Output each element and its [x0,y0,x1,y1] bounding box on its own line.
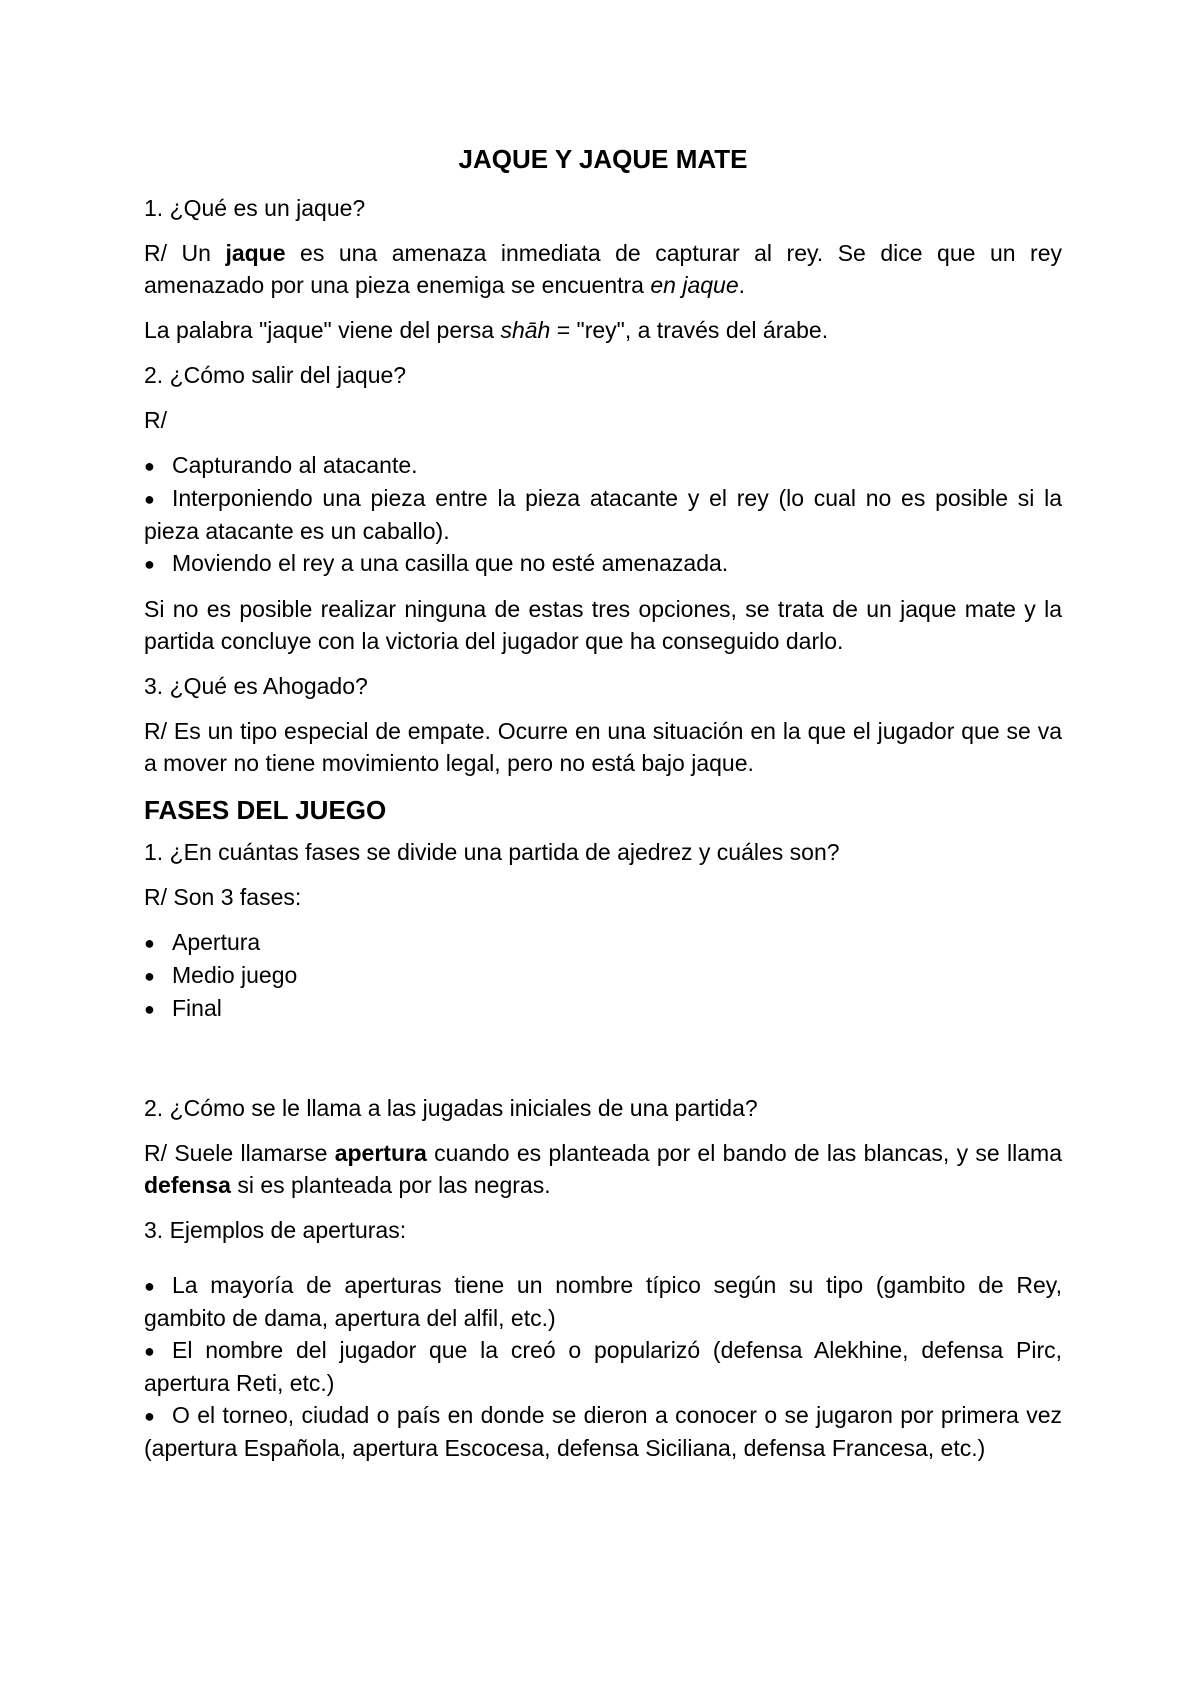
list-item: ● O el torneo, ciudad o país en donde se dieron a conocer o se jugaron por primera vez (apertura Española, apertura Escocesa, defensa Siciliana, defensa Francesa, etc.) [144,1402,1062,1461]
question-2: 2. ¿Cómo salir del jaque? [144,362,407,388]
bullet-icon: ● [144,489,155,509]
phases-question-1: 1. ¿En cuántas fases se divide una partida de ajedrez y cuáles son? [144,839,840,865]
phases-answer-1: R/ Son 3 fases: [144,884,302,910]
list-item: ● Capturando al atacante. [144,449,1062,482]
bullet-icon: ● [144,1341,155,1361]
answer-1-etymology: La palabra "jaque" viene del persa shāh = "rey", a través del árabe. [144,317,829,343]
openings-examples-list [144,1269,1062,1464]
phases-answer-2: R/ Suele llamarse apertura cuando es planteada por el bando de las blancas, y se llama defensa si es planteada por las negras. [144,1140,1062,1198]
list-item: ● La mayoría de aperturas tiene un nombre típico según su tipo (gambito de Rey, gambito de dama, apertura del alfil, etc.) [144,1272,1062,1331]
list-item: ● Interponiendo una pieza entre la pieza atacante y el rey (lo cual no es posible si la pieza atacante es un caballo). [144,485,1062,544]
bullet-icon: ● [144,1406,155,1426]
document-title: JAQUE Y JAQUE MATE [458,144,748,174]
question-3: 3. ¿Qué es Ahogado? [144,673,368,699]
blank-space [144,1038,1062,1092]
bullet-icon: ● [144,1276,155,1296]
list-item: ● Apertura [144,926,1062,959]
checkmate-note: Si no es posible realizar ninguna de estas tres opciones, se trata de un jaque mate y la partida concluye con la victoria del jugador que ha conseguido darlo. [144,596,1062,654]
list-item: ● El nombre del jugador que la creó o popularizó (defensa Alekhine, defensa Pirc, apertura Reti, etc.) [144,1337,1062,1396]
term-apertura: apertura [334,1140,427,1166]
answer-3: R/ Es un tipo especial de empate. Ocurre en una situación en la que el jugador que se va a mover no tiene movimiento legal, pero no está bajo jaque. [144,718,1062,776]
phases-question-3: 3. Ejemplos de aperturas: [144,1217,407,1243]
phases-question-2: 2. ¿Cómo se le llama a las jugadas iniciales de una partida? [144,1095,758,1121]
bullet-icon: ● [144,933,155,953]
bullet-icon: ● [144,456,155,476]
section-heading-fases: FASES DEL JUEGO [144,795,387,825]
answer-1: R/ Un jaque es una amenaza inmediata de capturar al rey. Se dice que un rey amenazado por una pieza enemiga se encuentra en jaque. [144,240,1063,298]
answer-2-label: R/ [144,407,167,433]
list-item: ● Medio juego [144,959,1062,992]
bullet-icon: ● [144,966,155,986]
list-item: ● Final [144,992,1062,1025]
bullet-icon: ● [144,999,155,1019]
document-page [144,140,1062,1477]
phases-list [144,926,1062,1025]
list-item: ● Moviendo el rey a una casilla que no esté amenazada. [144,547,1062,580]
term-en-jaque: en jaque [650,272,739,298]
term-defensa: defensa [144,1172,231,1198]
term-jaque: jaque [225,240,286,266]
term-shah: shāh [500,317,551,343]
question-1: 1. ¿Qué es un jaque? [144,195,366,221]
escape-check-list [144,449,1062,580]
bullet-icon: ● [144,554,155,574]
blank-space [144,1259,1062,1269]
